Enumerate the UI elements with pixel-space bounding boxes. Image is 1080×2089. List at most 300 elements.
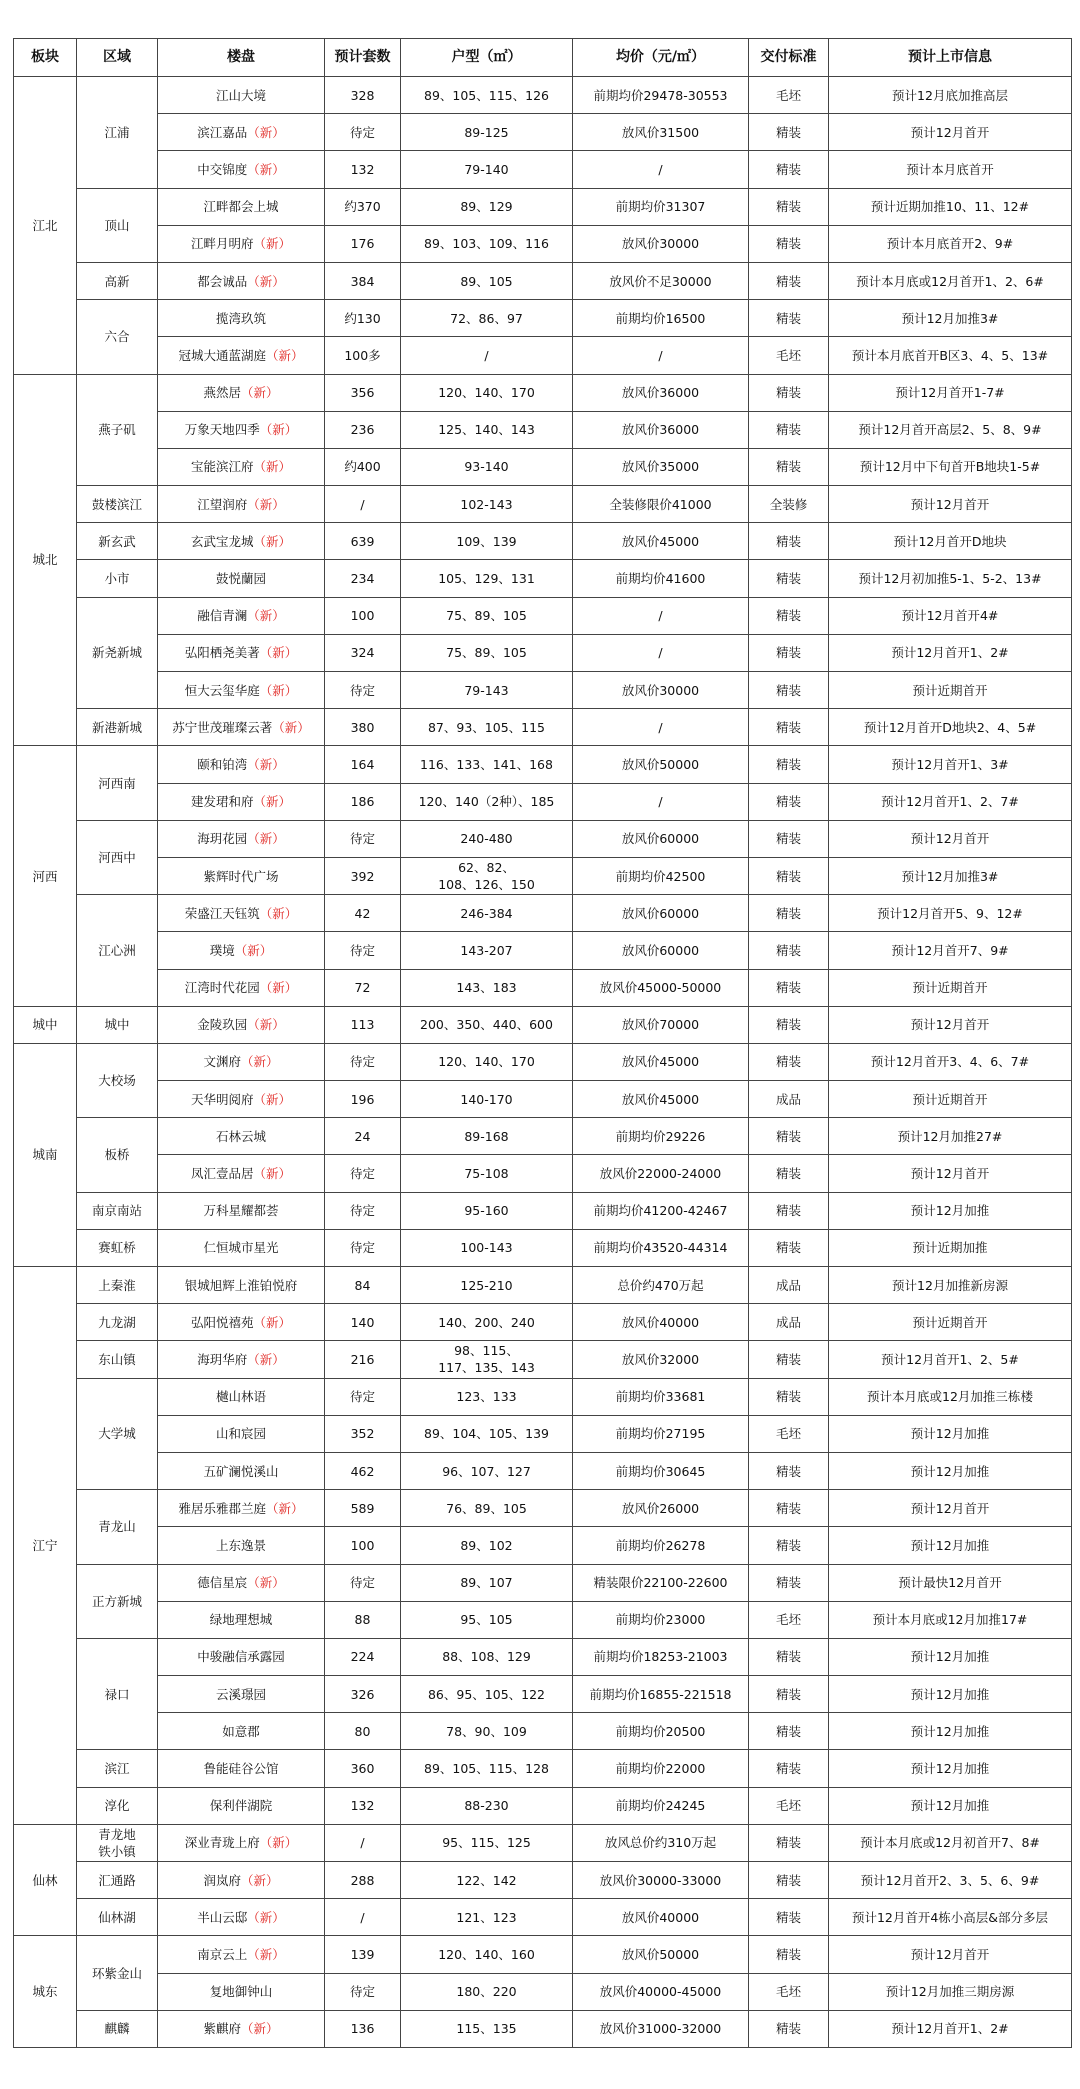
project-cell <box>158 1118 325 1155</box>
price-cell: 前期均价23000 <box>573 1601 749 1638</box>
header-area: 区域 <box>77 39 158 77</box>
info-cell: 预计近期首开 <box>829 1304 1072 1341</box>
price-cell: 放风价36000 <box>573 374 749 411</box>
delivery-cell: 精装 <box>749 1527 829 1564</box>
area-cell: 河西南 <box>77 746 158 820</box>
layout-cell: 93-140 <box>401 448 573 485</box>
area-cell: 江浦 <box>77 77 158 189</box>
project-name: 德信星宸 <box>197 1575 248 1591</box>
info-cell: 预计12月加推3# <box>829 300 1072 337</box>
info-cell: 预计12月加推 <box>829 1192 1072 1229</box>
header-block: 板块 <box>14 39 77 77</box>
units-cell: 236 <box>325 411 401 448</box>
delivery-cell: 精装 <box>749 1750 829 1787</box>
table-row <box>14 1415 1072 1452</box>
price-cell: 放风价45000 <box>573 523 749 560</box>
units-cell: 384 <box>325 262 401 299</box>
block-cell: 城中 <box>14 1006 77 1043</box>
info-cell: 预计12月首开D地块 <box>829 523 1072 560</box>
delivery-cell: 毛坯 <box>749 1973 829 2010</box>
layout-cell: / <box>401 337 573 374</box>
project-cell <box>158 337 325 374</box>
area-cell: 青龙山 <box>77 1490 158 1564</box>
project-name: 滨江嘉品 <box>197 124 248 140</box>
table-row <box>14 1750 1072 1787</box>
new-tag: （新） <box>247 1575 285 1591</box>
delivery-cell: 精装 <box>749 225 829 262</box>
project-name: 都会诚品 <box>197 273 248 289</box>
project-cell <box>158 820 325 857</box>
new-tag: （新） <box>247 124 285 140</box>
block-cell: 江北 <box>14 77 77 375</box>
area-cell: 新港新城 <box>77 709 158 746</box>
project-cell <box>158 1490 325 1527</box>
layout-cell: 120、140（2种）、185 <box>401 783 573 820</box>
price-cell: 放风价32000 <box>573 1341 749 1378</box>
area-cell: 大学城 <box>77 1378 158 1490</box>
area-cell: 上秦淮 <box>77 1267 158 1304</box>
table-row <box>14 672 1072 709</box>
layout-cell: 76、89、105 <box>401 1490 573 1527</box>
project-name: 半山云邸 <box>197 1909 248 1925</box>
table-row <box>14 262 1072 299</box>
project-cell <box>158 1527 325 1564</box>
project-name: 银城旭辉上淮铂悦府 <box>184 1277 298 1293</box>
units-cell: 待定 <box>325 1564 401 1601</box>
units-cell: / <box>325 486 401 523</box>
layout-cell: 115、135 <box>401 2010 573 2047</box>
info-cell: 预计12月加推 <box>829 1713 1072 1750</box>
new-tag: （新） <box>253 1166 292 1182</box>
info-cell: 预计12月加推 <box>829 1638 1072 1675</box>
layout-cell: 89、102 <box>401 1527 573 1564</box>
project-cell <box>158 1267 325 1304</box>
new-tag: （新） <box>241 1054 279 1070</box>
price-cell: 放风价22000-24000 <box>573 1155 749 1192</box>
delivery-cell: 精装 <box>749 1713 829 1750</box>
delivery-cell: 精装 <box>749 634 829 671</box>
layout-cell: 89、104、105、139 <box>401 1415 573 1452</box>
layout-cell: 140-170 <box>401 1081 573 1118</box>
area-cell: 鼓楼滨江 <box>77 486 158 523</box>
layout-cell: 95-160 <box>401 1192 573 1229</box>
project-name: 恒大云玺华庭 <box>184 682 260 698</box>
units-cell: 待定 <box>325 1155 401 1192</box>
units-cell: 100 <box>325 597 401 634</box>
layout-cell: 62、82、 108、126、150 <box>401 857 573 894</box>
new-tag: （新） <box>253 1091 292 1107</box>
project-cell <box>158 969 325 1006</box>
layout-cell: 120、140、170 <box>401 1043 573 1080</box>
delivery-cell: 精装 <box>749 746 829 783</box>
project-cell <box>158 932 325 969</box>
table-row <box>14 337 1072 374</box>
units-cell: 100多 <box>325 337 401 374</box>
info-cell: 预计本月底首开 <box>829 151 1072 188</box>
price-cell: 放风价60000 <box>573 820 749 857</box>
project-name: 云溪璟园 <box>215 1686 266 1702</box>
price-cell: 放风价不足30000 <box>573 262 749 299</box>
new-tag: （新） <box>259 422 298 438</box>
layout-cell: 78、90、109 <box>401 1713 573 1750</box>
units-cell: 234 <box>325 560 401 597</box>
area-cell: 大校场 <box>77 1043 158 1117</box>
delivery-cell: 精装 <box>749 374 829 411</box>
layout-cell: 89-168 <box>401 1118 573 1155</box>
project-name: 金陵玖园 <box>197 1017 248 1033</box>
table-row <box>14 374 1072 411</box>
area-cell: 九龙湖 <box>77 1304 158 1341</box>
layout-cell: 89、129 <box>401 188 573 225</box>
project-name: 如意郡 <box>222 1723 260 1739</box>
project-cell <box>158 1043 325 1080</box>
table-row <box>14 746 1072 783</box>
project-cell <box>158 709 325 746</box>
project-cell <box>158 114 325 151</box>
info-cell: 预计12月首开3、4、6、7# <box>829 1043 1072 1080</box>
new-tag: （新） <box>247 1351 285 1367</box>
delivery-cell: 精装 <box>749 1229 829 1266</box>
area-cell: 六合 <box>77 300 158 374</box>
area-cell: 滨江 <box>77 1750 158 1787</box>
block-cell: 仙林 <box>14 1824 77 1936</box>
units-cell: 约400 <box>325 448 401 485</box>
project-name: 海玥华府 <box>197 1351 248 1367</box>
delivery-cell: 精装 <box>749 1638 829 1675</box>
project-name: 荣盛江天钰筑 <box>184 905 260 921</box>
delivery-cell: 精装 <box>749 1676 829 1713</box>
layout-cell: 120、140、160 <box>401 1936 573 1973</box>
table-row <box>14 597 1072 634</box>
project-name: 玄武宝龙城 <box>190 533 254 549</box>
project-cell <box>158 523 325 560</box>
new-tag: （新） <box>247 756 285 772</box>
project-name: 万象天地四季 <box>184 422 260 438</box>
project-name: 保利伴湖院 <box>209 1798 273 1814</box>
project-cell <box>158 1862 325 1899</box>
delivery-cell: 精装 <box>749 2010 829 2047</box>
project-cell <box>158 1713 325 1750</box>
delivery-cell: 精装 <box>749 1043 829 1080</box>
layout-cell: 120、140、170 <box>401 374 573 411</box>
area-cell: 东山镇 <box>77 1341 158 1378</box>
info-cell: 预计12月首开D地块2、4、5# <box>829 709 1072 746</box>
table-row <box>14 1899 1072 1936</box>
info-cell: 预计12月首开4栋小高层&部分多层 <box>829 1899 1072 1936</box>
layout-cell: 87、93、105、115 <box>401 709 573 746</box>
header-units: 预计套数 <box>325 39 401 77</box>
layout-cell: 122、142 <box>401 1862 573 1899</box>
table-row <box>14 1081 1072 1118</box>
layout-cell: 125、140、143 <box>401 411 573 448</box>
area-cell: 汇通路 <box>77 1862 158 1899</box>
table-row <box>14 1192 1072 1229</box>
units-cell: 待定 <box>325 1378 401 1415</box>
info-cell: 预计12月首开 <box>829 820 1072 857</box>
new-tag: （新） <box>259 905 298 921</box>
info-cell: 预计12月首开 <box>829 1936 1072 1973</box>
info-cell: 预计本月底首开2、9# <box>829 225 1072 262</box>
new-tag: （新） <box>259 682 298 698</box>
layout-cell: 79-140 <box>401 151 573 188</box>
delivery-cell: 精装 <box>749 709 829 746</box>
info-cell: 预计12月加推新房源 <box>829 1267 1072 1304</box>
units-cell: 待定 <box>325 1192 401 1229</box>
layout-cell: 200、350、440、600 <box>401 1006 573 1043</box>
price-cell: 放风价26000 <box>573 1490 749 1527</box>
units-cell: 380 <box>325 709 401 746</box>
units-cell: 216 <box>325 1341 401 1378</box>
table-row <box>14 1862 1072 1899</box>
price-cell: 放风价45000 <box>573 1081 749 1118</box>
project-cell <box>158 634 325 671</box>
units-cell: 80 <box>325 1713 401 1750</box>
table-row <box>14 411 1072 448</box>
info-cell: 预计近期加推10、11、12# <box>829 188 1072 225</box>
project-name: 凤汇壹品居 <box>190 1166 254 1182</box>
layout-cell: 125-210 <box>401 1267 573 1304</box>
delivery-cell: 成品 <box>749 1267 829 1304</box>
project-name: 弘阳栖尧美著 <box>184 645 260 661</box>
area-cell: 新尧新城 <box>77 597 158 709</box>
area-cell: 仙林湖 <box>77 1899 158 1936</box>
delivery-cell: 精装 <box>749 1490 829 1527</box>
units-cell: 328 <box>325 77 401 114</box>
info-cell: 预计12月加推 <box>829 1415 1072 1452</box>
units-cell: 462 <box>325 1452 401 1489</box>
table-row <box>14 1973 1072 2010</box>
project-cell <box>158 1936 325 1973</box>
price-cell: 前期均价41200-42467 <box>573 1192 749 1229</box>
table-row <box>14 225 1072 262</box>
price-cell: 前期均价24245 <box>573 1787 749 1824</box>
table-row <box>14 114 1072 151</box>
price-cell: 前期均价22000 <box>573 1750 749 1787</box>
units-cell: 352 <box>325 1415 401 1452</box>
info-cell: 预计本月底或12月加推三栋楼 <box>829 1378 1072 1415</box>
table-row <box>14 1229 1072 1266</box>
units-cell: / <box>325 1824 401 1861</box>
project-name: 天华明阅府 <box>190 1091 254 1107</box>
layout-cell: 240-480 <box>401 820 573 857</box>
layout-cell: 89、105、115、126 <box>401 77 573 114</box>
project-name: 揽湾玖筑 <box>215 310 266 326</box>
table-row <box>14 300 1072 337</box>
units-cell: 140 <box>325 1304 401 1341</box>
units-cell: 356 <box>325 374 401 411</box>
info-cell: 预计12月底加推高层 <box>829 77 1072 114</box>
layout-cell: 98、115、 117、135、143 <box>401 1341 573 1378</box>
units-cell: 139 <box>325 1936 401 1973</box>
delivery-cell: 精装 <box>749 560 829 597</box>
units-cell: 326 <box>325 1676 401 1713</box>
project-name: 中交锦度 <box>197 161 248 177</box>
info-cell: 预计12月首开 <box>829 1155 1072 1192</box>
project-cell <box>158 225 325 262</box>
info-cell: 预计本月底或12月初首开7、8# <box>829 1824 1072 1861</box>
info-cell: 预计12月加推 <box>829 1787 1072 1824</box>
layout-cell: 102-143 <box>401 486 573 523</box>
info-cell: 预计12月首开 <box>829 114 1072 151</box>
delivery-cell: 精装 <box>749 1824 829 1861</box>
project-cell <box>158 783 325 820</box>
project-cell <box>158 1973 325 2010</box>
price-cell: 前期均价41600 <box>573 560 749 597</box>
delivery-cell: 精装 <box>749 1452 829 1489</box>
price-cell: 放风价45000 <box>573 1043 749 1080</box>
project-name: 仁恒城市星光 <box>203 1240 279 1256</box>
info-cell: 预计本月底或12月首开1、2、6# <box>829 262 1072 299</box>
block-cell: 城北 <box>14 374 77 746</box>
project-name: 鲁能硅谷公馆 <box>203 1761 279 1777</box>
block-cell: 江宁 <box>14 1267 77 1825</box>
new-tag: （新） <box>234 942 273 958</box>
layout-cell: 89、103、109、116 <box>401 225 573 262</box>
delivery-cell: 成品 <box>749 1304 829 1341</box>
project-cell <box>158 151 325 188</box>
delivery-cell: 精装 <box>749 1862 829 1899</box>
units-cell: 待定 <box>325 114 401 151</box>
new-tag: （新） <box>247 1909 285 1925</box>
project-cell <box>158 1452 325 1489</box>
project-name: 文渊府 <box>203 1054 241 1070</box>
delivery-cell: 精装 <box>749 448 829 485</box>
new-tag: （新） <box>259 645 298 661</box>
project-name: 五矿澜悦溪山 <box>203 1463 279 1479</box>
price-cell: 放风价31500 <box>573 114 749 151</box>
layout-cell: 75-108 <box>401 1155 573 1192</box>
new-tag: （新） <box>266 347 304 363</box>
project-cell <box>158 1676 325 1713</box>
price-cell: / <box>573 597 749 634</box>
project-cell <box>158 1899 325 1936</box>
price-cell: 总价约470万起 <box>573 1267 749 1304</box>
units-cell: 113 <box>325 1006 401 1043</box>
project-cell <box>158 1304 325 1341</box>
price-cell: 前期均价29478-30553 <box>573 77 749 114</box>
new-tag: （新） <box>247 1017 285 1033</box>
area-cell: 燕子矶 <box>77 374 158 486</box>
delivery-cell: 精装 <box>749 1192 829 1229</box>
table-row <box>14 1006 1072 1043</box>
table-row <box>14 523 1072 560</box>
new-tag: （新） <box>247 831 285 847</box>
project-cell <box>158 1787 325 1824</box>
table-row <box>14 2010 1072 2047</box>
units-cell: 392 <box>325 857 401 894</box>
info-cell: 预计12月初加推5-1、5-2、13# <box>829 560 1072 597</box>
delivery-cell: 精装 <box>749 1378 829 1415</box>
price-cell: 放风价31000-32000 <box>573 2010 749 2047</box>
housing-table <box>13 38 1072 2048</box>
layout-cell: 89-125 <box>401 114 573 151</box>
project-cell <box>158 411 325 448</box>
layout-cell: 246-384 <box>401 895 573 932</box>
info-cell: 预计近期首开 <box>829 672 1072 709</box>
project-name: 璞境 <box>209 942 235 958</box>
info-cell: 预计12月首开 <box>829 1490 1072 1527</box>
units-cell: 100 <box>325 1527 401 1564</box>
units-cell: 72 <box>325 969 401 1006</box>
project-cell <box>158 1081 325 1118</box>
area-cell: 南京南站 <box>77 1192 158 1229</box>
info-cell: 预计12月首开1、2# <box>829 634 1072 671</box>
table-body <box>14 77 1072 2048</box>
project-cell <box>158 300 325 337</box>
table-row <box>14 783 1072 820</box>
area-cell: 正方新城 <box>77 1564 158 1638</box>
project-name: 江山大境 <box>215 87 266 103</box>
new-tag: （新） <box>241 2021 279 2037</box>
info-cell: 预计12月首开5、9、12# <box>829 895 1072 932</box>
table-row <box>14 188 1072 225</box>
units-cell: 132 <box>325 151 401 188</box>
project-cell <box>158 1155 325 1192</box>
delivery-cell: 精装 <box>749 1936 829 1973</box>
delivery-cell: 精装 <box>749 151 829 188</box>
delivery-cell: 毛坯 <box>749 337 829 374</box>
delivery-cell: 精装 <box>749 672 829 709</box>
info-cell: 预计12月加推 <box>829 1750 1072 1787</box>
units-cell: 约370 <box>325 188 401 225</box>
table-row <box>14 1601 1072 1638</box>
project-cell <box>158 597 325 634</box>
project-cell <box>158 486 325 523</box>
project-name: 深业青珑上府 <box>184 1835 260 1851</box>
delivery-cell: 精装 <box>749 523 829 560</box>
price-cell: 放风价36000 <box>573 411 749 448</box>
info-cell: 预计最快12月首开 <box>829 1564 1072 1601</box>
units-cell: 待定 <box>325 1229 401 1266</box>
layout-cell: 75、89、105 <box>401 597 573 634</box>
project-name: 颐和铂湾 <box>197 756 248 772</box>
info-cell: 预计12月加推 <box>829 1452 1072 1489</box>
area-cell: 新玄武 <box>77 523 158 560</box>
price-cell: 精装限价22100-22600 <box>573 1564 749 1601</box>
area-cell: 高新 <box>77 262 158 299</box>
project-name: 江望润府 <box>197 496 248 512</box>
project-name: 雅居乐雅郡兰庭 <box>178 1500 266 1516</box>
units-cell: 24 <box>325 1118 401 1155</box>
project-name: 江畔都会上城 <box>203 199 279 215</box>
info-cell: 预计12月首开 <box>829 1006 1072 1043</box>
project-cell <box>158 1750 325 1787</box>
table-row <box>14 151 1072 188</box>
new-tag: （新） <box>266 1500 304 1516</box>
new-tag: （新） <box>247 161 285 177</box>
header-info: 预计上市信息 <box>829 39 1072 77</box>
header-price: 均价（元/㎡） <box>573 39 749 77</box>
table-row <box>14 1527 1072 1564</box>
table-row <box>14 1304 1072 1341</box>
units-cell: 639 <box>325 523 401 560</box>
area-cell: 小市 <box>77 560 158 597</box>
new-tag: （新） <box>241 385 279 401</box>
table-row <box>14 857 1072 894</box>
info-cell: 预计12月首开1、2、7# <box>829 783 1072 820</box>
table-row <box>14 1676 1072 1713</box>
units-cell: 待定 <box>325 1973 401 2010</box>
delivery-cell: 精装 <box>749 300 829 337</box>
area-cell: 板桥 <box>77 1118 158 1192</box>
layout-cell: 123、133 <box>401 1378 573 1415</box>
table-row <box>14 1043 1072 1080</box>
layout-cell: 88、108、129 <box>401 1638 573 1675</box>
info-cell: 预计12月加推27# <box>829 1118 1072 1155</box>
layout-cell: 180、220 <box>401 1973 573 2010</box>
units-cell: 186 <box>325 783 401 820</box>
new-tag: （新） <box>272 719 310 735</box>
